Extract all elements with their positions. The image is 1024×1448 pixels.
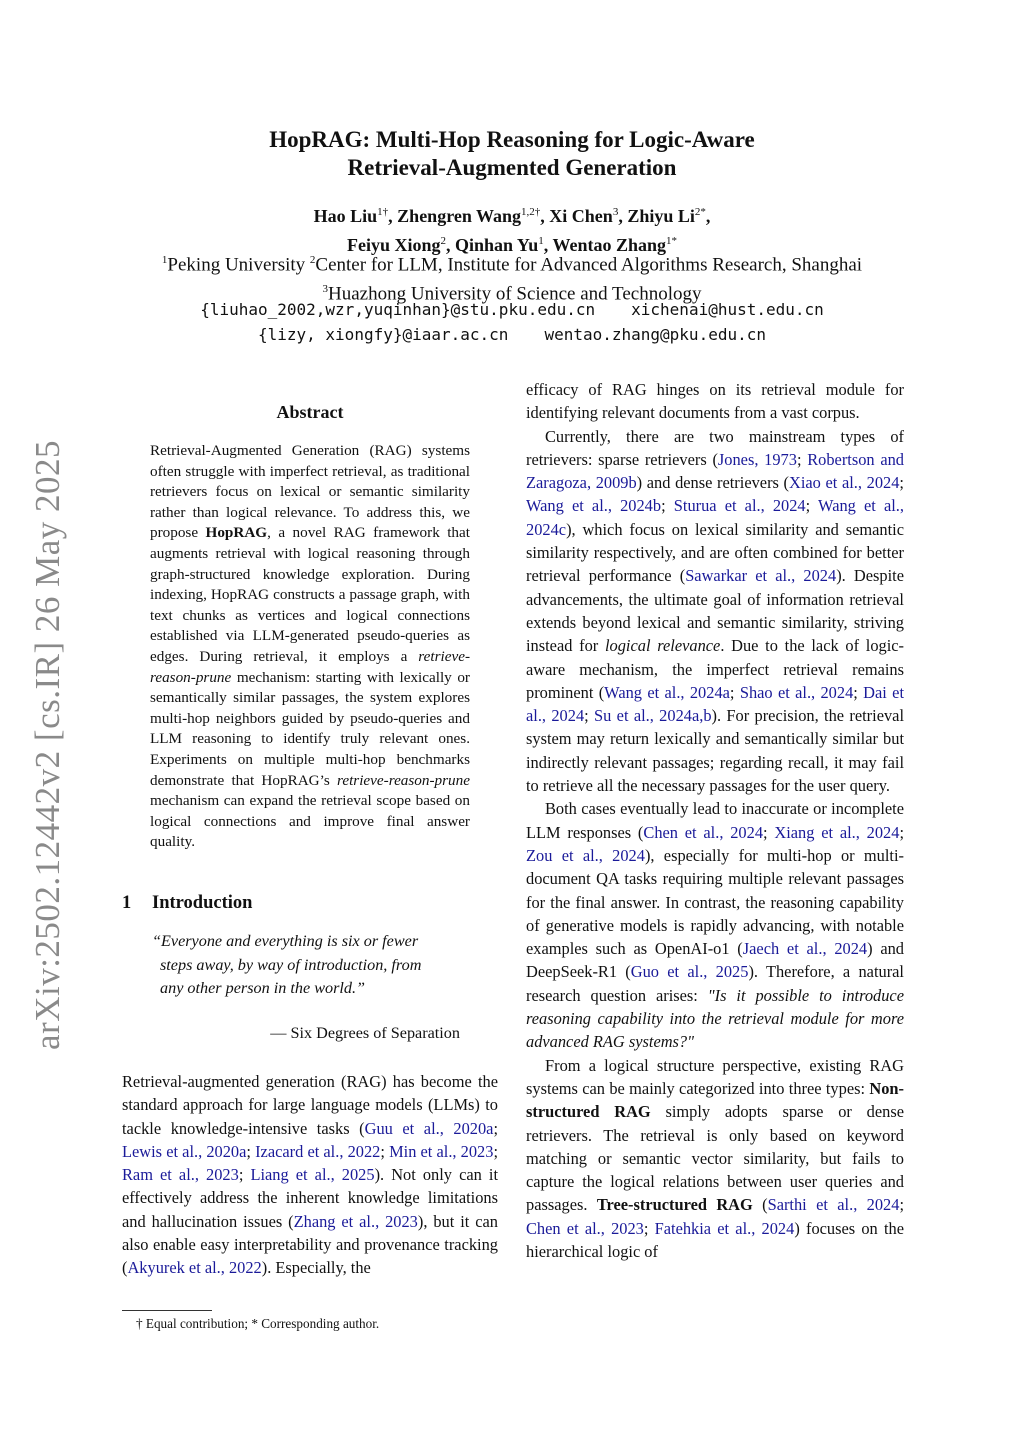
author-sup: 2* — [694, 206, 706, 218]
section-title: Introduction — [152, 893, 253, 913]
abstract-heading: Abstract — [276, 402, 344, 422]
citation-link[interactable]: Min et al., 2023 — [389, 1141, 494, 1161]
citation-link[interactable]: Sarthi et al., 2024 — [767, 1195, 900, 1215]
author-name: Feiyu Xiong — [347, 235, 441, 255]
arxiv-stamp: arXiv:2502.12442v2 [cs.IR] 26 May 2025 — [28, 439, 67, 1050]
title-line-1: HopRAG: Multi-Hop Reasoning for Logic-Aware — [269, 127, 755, 152]
citation-link[interactable]: Robertson and Zaragoza, 2009b — [526, 449, 904, 493]
citation-link[interactable]: Guo et al., 2025 — [630, 962, 749, 982]
author-name: Zhengren Wang — [397, 206, 522, 226]
citation-link[interactable]: Chen et al., 2024 — [643, 822, 764, 842]
citation-link[interactable]: Wang et al., 2024a — [604, 682, 730, 702]
citation-link[interactable]: Lewis et al., 2020a — [122, 1141, 247, 1161]
footnote: † Equal contribution; * Corresponding author. — [136, 1316, 380, 1331]
author-sup: 1,2† — [521, 206, 541, 218]
citation-link[interactable]: Sturua et al., 2024 — [673, 496, 806, 516]
epigraph-quote: “Everyone and everything is six or fewer steps away, by way of introduction, from any other person in the world.” — [152, 932, 422, 997]
email-3[interactable]: {lizy, xiongfy}@iaar.ac.cn — [257, 325, 509, 344]
citation-link[interactable]: Zou et al., 2024 — [526, 845, 645, 865]
citation-link[interactable]: Wang et al., 2024b — [526, 496, 662, 516]
right-paragraph-2: Both cases eventually lead to inaccurate or incomplete LLM responses (Chen et al., 2024; Xiang et al., 2024; Zou et al., 2024), especially for multi-hop or multi-document QA tasks requiring multiple relevant passages for the final answer. In contrast, the reasoning capability of generative models is rapidly advancing, with notable examples such as OpenAI-o1 (Jaech et al., 2024) and DeepSeek-R1 (Guo et al., 2025). Therefore, a natural research question arises: "Is it possible to introduce reasoning capability into the retrieval module for more advanced RAG systems?" — [526, 799, 905, 1052]
email-1[interactable]: {liuhao_2002,wzr,yuqinhan}@stu.pku.edu.cn — [200, 300, 596, 319]
right-paragraph-3: From a logical structure perspective, existing RAG systems can be mainly categorized into three types: Non-structured RAG simply adopts sparse or dense retrievers. The retrieval is only based on keyword matching or semantic vector similarity, but fails to capture the logical relations between user queries and passages. Tree-structured RAG (Sarthi et al., 2024; Chen et al., 2023; Fatehkia et al., 2024) focuses on the hierarchical logic of — [526, 1055, 905, 1261]
citation-link[interactable]: Izacard et al., 2022 — [255, 1141, 381, 1161]
author-name: Xi Chen — [549, 206, 613, 226]
author-sup: 3 — [612, 206, 619, 218]
citation-link[interactable]: Xiang et al., 2024 — [774, 822, 900, 842]
affiliation-line-2: $^3$Huazhong University of Science and Technology — [322, 283, 702, 305]
citation-link[interactable]: Chen et al., 2023 — [526, 1218, 644, 1238]
section-number: 1 — [122, 893, 132, 913]
citation-link[interactable]: Xiao et al., 2024 — [789, 473, 900, 493]
author-sup: 1 — [538, 235, 544, 247]
email-4[interactable]: wentao.zhang@pku.edu.cn — [544, 325, 766, 344]
intro-left-paragraph: Retrieval-augmented generation (RAG) has become the standard approach for large language models (LLMs) to tackle knowledge-intensive tasks (Guu et al., 2020a; Lewis et al., 2020a; Izacard et al., 2022; Min et al., 2023; Ram et al., 2023; Liang et al., 2025). Not only can it effectively address the inherent knowledge limitations and hallucination issues (Zhang et al., 2023), but it can also enable easy interpretability and provenance tracking (Akyurek et al., 2022). Especially, the — [122, 1072, 498, 1278]
author-name: Wentao Zhang — [552, 235, 666, 255]
citation-link[interactable]: Jaech et al., 2024 — [742, 939, 868, 959]
citation-link[interactable]: Su et al., 2024a,b — [594, 706, 712, 726]
author-name: Zhiyu Li — [627, 206, 695, 226]
affiliation-line-1: $^1$Peking University $^2$Center for LLM, Institute for Advanced Algorithms Research, Shanghai — [161, 254, 863, 276]
citation-link[interactable]: Jones, 1973 — [717, 449, 797, 469]
email-2[interactable]: xichenai@hust.edu.cn — [631, 300, 824, 319]
author-sup: 1† — [377, 206, 389, 218]
citation-link[interactable]: Akyurek et al., 2022 — [127, 1258, 262, 1278]
author-name: Hao Liu — [313, 206, 378, 226]
paper-title — [0, 126, 1024, 182]
epigraph-source: — Six Degrees of Separation — [270, 1024, 460, 1042]
right-paragraph-1: Currently, there are two mainstream types of retrievers: sparse retrievers (Jones, 1973; Robertson and Zaragoza, 2009b) and dense retrievers (Xiao et al., 2024; Wang et al., 2024b; Sturua et al., 2024; Wang et al., 2024c), which focus on lexical similarity and semantic similarity respectively, and are often combined for better retrieval performance (Sawarkar et al., 2024). Despite advancements, the ultimate goal of information retrieval extends beyond lexical and semantic similarity, striving instead for logical relevance. Due to the lack of logic-aware mechanism, the imperfect retrieval remains prominent (Wang et al., 2024a; Shao et al., 2024; Dai et al., 2024; Su et al., 2024a,b). For precision, the retrieval system may return lexically and semantically similar but indirectly relevant passages; regarding recall, it may fail to retrieve all the necessary passages for the user query. — [526, 426, 905, 796]
section-heading-introduction — [122, 893, 252, 914]
citation-link[interactable]: Zhang et al., 2023 — [293, 1211, 418, 1231]
right-paragraph-0: efficacy of RAG hinges on its retrieval module for identifying relevant documents from a vast corpus. — [526, 380, 904, 423]
citation-link[interactable]: Liang et al., 2025 — [250, 1165, 375, 1185]
citation-link[interactable]: Ram et al., 2023 — [122, 1165, 239, 1185]
citation-link[interactable]: Dai et al., 2024 — [526, 682, 905, 726]
citation-link[interactable]: Sawarkar et al., 2024 — [685, 566, 837, 586]
title-line-2: Retrieval-Augmented Generation — [347, 155, 677, 180]
citation-link[interactable]: Guu et al., 2020a — [364, 1118, 494, 1138]
footnote-rule — [122, 1310, 212, 1311]
author-line-1: Hao Liu$^{1\dagger}$, Zhengren Wang$^{1,2\dagger}$, Xi Chen$^3$, Zhiyu $Li^{2*}$, — [313, 206, 711, 226]
author-name: Qinhan Yu — [455, 235, 539, 255]
abstract-body: Retrieval-Augmented Generation (RAG) systems often struggle with imperfect retrieval, as traditional retrievers focus on lexical or semantic similarity rather than logical relevance. To address this, we propose HopRAG, a novel RAG framework that augments retrieval with logical reasoning through graph-structured knowledge exploration. During indexing, HopRAG constructs a passage graph, with text chunks as vertices and logical connections established via LLM-generated pseudo-queries as edges. During retrieval, it employs a retrieve-reason-prune mechanism: starting with lexically or semantically similar passages, the system explores multi-hop neighbors guided by pseudo-queries and LLM reasoning to identify truly relevant ones. Experiments on multiple multi-hop benchmarks demonstrate that HopRAG’s retrieve-reason-prune mechanism can expand the retrieval scope based on logical connections and improve final answer quality. — [150, 442, 470, 851]
author-sup: 1* — [665, 235, 677, 247]
author-line-2: Feiyu Xiong$^2$, Qinhan Yu$^1$, Wentao Zhang$^{1*}$ — [347, 235, 677, 255]
citation-link[interactable]: Fatehkia et al., 2024 — [654, 1218, 795, 1238]
citation-link[interactable]: Shao et al., 2024 — [739, 682, 854, 702]
citation-link[interactable]: Wang et al., 2024c — [526, 496, 905, 539]
right-column — [526, 378, 904, 1263]
email-list — [0, 297, 1024, 347]
author-sup: 2 — [440, 235, 447, 247]
